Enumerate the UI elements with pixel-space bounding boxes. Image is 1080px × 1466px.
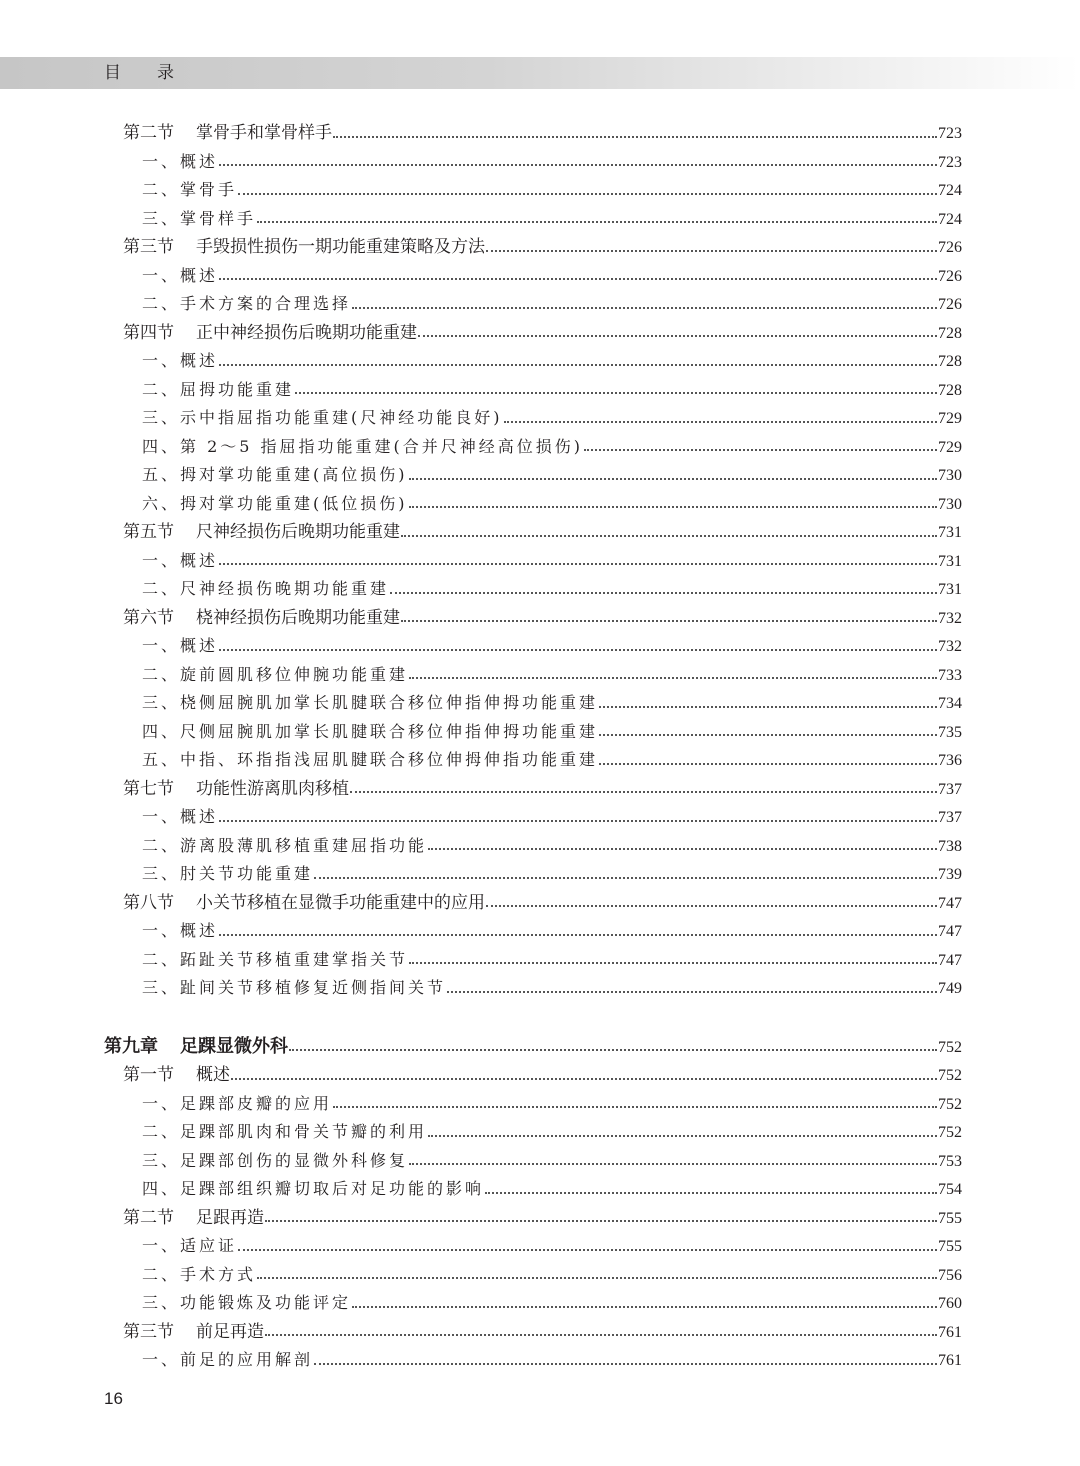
toc-page-number: 731: [938, 581, 962, 598]
toc-section-row[interactable]: [123, 889, 962, 917]
toc-entry-title: [123, 1318, 264, 1346]
toc-entry-title: [104, 1033, 288, 1061]
toc-entry-text: 三、肘关节功能重建: [142, 864, 314, 883]
toc-entry-text: 足跟再造: [196, 1207, 264, 1228]
toc-page-number: 726: [938, 239, 962, 256]
dot-leader: [289, 1048, 937, 1051]
toc-entry-title: [142, 461, 408, 489]
toc-entry-title: [142, 1175, 484, 1203]
page-number: 16: [104, 1389, 123, 1408]
dot-leader: [265, 1219, 937, 1222]
dot-leader: [390, 591, 937, 594]
toc-page-number: 752: [938, 1124, 962, 1141]
toc-page-number: 749: [938, 980, 962, 997]
dot-leader: [333, 135, 937, 138]
dot-leader: [418, 334, 937, 337]
toc-entry-title: [123, 889, 485, 917]
toc-item-row[interactable]: [142, 1090, 962, 1118]
toc-entry-text: 三、趾间关节移植修复近侧指间关节: [142, 978, 447, 997]
toc-item-row[interactable]: [142, 461, 962, 489]
toc-entry-title: [142, 1346, 313, 1374]
toc-entry-label: 第五节: [123, 522, 174, 542]
toc-item-row[interactable]: [142, 1175, 962, 1203]
toc-section-row[interactable]: [123, 518, 962, 546]
toc-item-row[interactable]: [142, 148, 962, 176]
toc-item-row[interactable]: [142, 376, 962, 404]
toc-page-number: 730: [938, 467, 962, 484]
toc-entry-text: 二、手术方式: [142, 1264, 257, 1284]
dot-leader: [231, 1077, 937, 1080]
toc-entry-text: 二、手术方案的合理选择: [142, 294, 352, 313]
toc-entry-title: [142, 347, 218, 375]
toc-entry-title: [142, 575, 389, 603]
toc-page-number: 724: [938, 182, 962, 199]
toc-page-number: 753: [938, 1152, 962, 1170]
toc-page-number: 732: [938, 609, 962, 627]
toc-item-row[interactable]: [142, 262, 962, 290]
toc-entry-title: [142, 632, 218, 660]
toc-entry-label: 第九章: [104, 1035, 158, 1057]
toc-entry-title: [123, 319, 417, 347]
toc-entry-title: [142, 176, 237, 204]
toc-entry-text: 三、足踝部创伤的显微外科修复: [142, 1150, 409, 1170]
dot-leader: [401, 534, 937, 537]
toc-entry-text: 一、前足的应用解剖: [142, 1350, 314, 1369]
toc-entry-title: [142, 1118, 427, 1146]
dot-leader: [401, 619, 937, 622]
toc-entry-title: [123, 1204, 264, 1232]
dot-leader: [486, 249, 937, 252]
toc-page-number: 737: [938, 809, 962, 826]
toc-section-row[interactable]: [123, 1318, 962, 1346]
toc-entry-title: [142, 946, 408, 974]
toc-item-row[interactable]: [142, 1147, 962, 1175]
toc-entry-title: [142, 746, 598, 774]
toc-entry-label: 第一节: [123, 1065, 174, 1085]
toc-entry-text: 一、概述: [142, 921, 219, 940]
dot-leader: [257, 1276, 937, 1279]
toc-page-number: 747: [938, 894, 962, 912]
toc-entry-title: [123, 775, 349, 803]
toc-section-row[interactable]: [123, 604, 962, 632]
toc-page-number: 739: [938, 866, 962, 883]
toc-item-row[interactable]: [142, 832, 962, 860]
toc-page-number: 730: [938, 495, 962, 513]
toc-section-row[interactable]: [123, 1204, 962, 1232]
toc-page-number: 729: [938, 410, 962, 427]
toc-entry-title: [142, 547, 218, 575]
toc-entry-text: 一、概述: [142, 550, 219, 570]
dot-leader: [485, 1191, 937, 1194]
toc-item-row[interactable]: [142, 1346, 962, 1374]
toc-entry-title: [142, 1289, 351, 1317]
toc-page-number: 738: [938, 837, 962, 855]
toc-item-row[interactable]: [142, 1261, 962, 1289]
toc-entry-text: 三、掌骨样手: [142, 208, 257, 228]
dot-leader: [219, 277, 937, 280]
toc-entry-label: 第八节: [123, 892, 174, 913]
toc-entry-text: 二、游离股薄肌移植重建屈指功能: [142, 835, 428, 855]
toc-entry-text: 三、示中指屈指功能重建(尺神经功能良好): [142, 408, 503, 427]
toc-entry-title: [142, 832, 427, 860]
toc-entry-title: [142, 718, 598, 746]
toc-page-number: 734: [938, 695, 962, 712]
toc-page-number: 726: [938, 267, 962, 285]
toc-section-row[interactable]: [123, 1061, 962, 1089]
toc-page-number: 756: [938, 1266, 962, 1284]
toc-entry-text: 尺神经损伤后晚期功能重建: [196, 522, 400, 542]
toc-item-row[interactable]: [142, 946, 962, 974]
dot-leader: [599, 733, 937, 736]
dot-leader: [295, 391, 937, 394]
dot-leader: [219, 163, 937, 166]
toc-entry-text: 二、掌骨手: [142, 180, 238, 199]
toc-entry-text: 二、尺神经损伤晚期功能重建: [142, 579, 390, 598]
dot-leader: [428, 847, 937, 850]
toc-item-row[interactable]: [142, 860, 962, 888]
toc-page-number: 747: [938, 923, 962, 940]
toc-page-number: 729: [938, 438, 962, 456]
toc-page-number: 752: [938, 1095, 962, 1113]
toc-page-number: 733: [938, 666, 962, 684]
toc-item-row[interactable]: [142, 347, 962, 375]
toc-entry-label: 第三节: [123, 237, 174, 257]
dot-leader: [238, 192, 937, 195]
toc-entry-title: [142, 262, 218, 290]
toc-page-number: 728: [938, 324, 962, 342]
toc-item-row[interactable]: [142, 974, 962, 1002]
dot-leader: [333, 1105, 937, 1108]
dot-leader: [504, 420, 938, 423]
toc-entry-label: 第七节: [123, 778, 174, 799]
toc-entry-text: 一、概述: [142, 265, 219, 285]
toc-page-number: 755: [938, 1238, 962, 1255]
toc-item-row[interactable]: [142, 1232, 962, 1260]
toc-entry-title: [142, 689, 598, 717]
toc-entry-title: [142, 803, 218, 831]
toc-entry-text: 三、桡侧屈腕肌加掌长肌腱联合移位伸指伸拇功能重建: [142, 693, 599, 712]
toc-item-row[interactable]: [142, 433, 962, 461]
toc-item-row[interactable]: [142, 290, 962, 318]
toc-entry-text: 五、中指、环指指浅屈肌腱联合移位伸拇伸指功能重建: [142, 750, 599, 769]
toc-entry-text: 一、足踝部皮瓣的应用: [142, 1093, 333, 1113]
toc-entry-text: 一、适应证: [142, 1236, 238, 1255]
dot-leader: [257, 220, 937, 223]
toc-entry-title: [142, 490, 408, 518]
toc-item-row[interactable]: [142, 746, 962, 774]
toc-page-number: 737: [938, 780, 962, 798]
toc-page-number: 724: [938, 210, 962, 228]
dot-leader: [350, 790, 937, 793]
toc-entry-text: 五、拇对掌功能重建(高位损伤): [142, 465, 408, 484]
toc-entry-title: [142, 1261, 256, 1289]
dot-leader: [599, 762, 937, 765]
toc-page-number: 726: [938, 296, 962, 313]
toc-entry-title: [142, 433, 583, 461]
toc-entry-label: 第三节: [123, 1321, 174, 1342]
toc-item-row[interactable]: [142, 176, 962, 204]
toc-entry-text: 四、足踝部组织瓣切取后对足功能的影响: [142, 1179, 485, 1198]
toc-entry-text: 正中神经损伤后晚期功能重建: [196, 322, 417, 343]
toc-entry-label: 第二节: [123, 123, 174, 143]
dot-leader: [219, 933, 937, 936]
toc-page-number: 728: [938, 353, 962, 370]
toc-page-number: 723: [938, 153, 962, 171]
toc-entry-label: 第六节: [123, 607, 174, 628]
toc-item-row[interactable]: [142, 1118, 962, 1146]
toc-entry-title: [123, 604, 400, 632]
page-header-title: 目录: [104, 63, 210, 83]
toc-entry-title: [123, 119, 332, 147]
toc-entry-text: 二、足踝部肌肉和骨关节瓣的利用: [142, 1122, 428, 1141]
toc-entry-text: 六、拇对掌功能重建(低位损伤): [142, 493, 408, 513]
toc-entry-text: 二、旋前圆肌移位伸腕功能重建: [142, 664, 409, 684]
toc-entry-title: [142, 290, 351, 318]
toc-entry-text: 前足再造: [196, 1321, 264, 1342]
toc-entry-text: 一、概述: [142, 151, 219, 171]
toc-page-number: 736: [938, 752, 962, 769]
toc-page-number: 732: [938, 638, 962, 655]
toc-entry-text: 小关节移植在显微手功能重建中的应用: [196, 892, 485, 913]
dot-leader: [219, 648, 937, 651]
toc-entry-title: [142, 974, 446, 1002]
toc-item-row[interactable]: [142, 1289, 962, 1317]
toc-entry-title: [142, 376, 294, 404]
toc-entry-text: 概述: [196, 1065, 230, 1085]
toc-entry-title: [142, 860, 313, 888]
toc-entry-title: [142, 917, 218, 945]
dot-leader: [409, 477, 938, 480]
toc-entry-title: [123, 1061, 230, 1089]
dot-leader: [447, 990, 937, 993]
toc-item-row[interactable]: [142, 718, 962, 746]
toc-item-row[interactable]: [142, 917, 962, 945]
toc-entry-title: [142, 404, 503, 432]
toc-entry-text: 四、尺侧屈腕肌加掌长肌腱联合移位伸指伸拇功能重建: [142, 721, 599, 741]
toc-entry-label: 第二节: [123, 1207, 174, 1228]
toc-entry-text: 桡神经损伤后晚期功能重建: [196, 607, 400, 628]
toc-page-number: 760: [938, 1295, 962, 1312]
toc-page-number: 761: [938, 1323, 962, 1341]
toc-entry-text: 二、跖趾关节移植重建掌指关节: [142, 949, 409, 969]
dot-leader: [265, 1333, 937, 1336]
dot-leader: [314, 876, 937, 879]
dot-leader: [409, 505, 938, 508]
dot-leader: [409, 676, 937, 679]
toc-page-number: 755: [938, 1209, 962, 1227]
toc-entry-text: 三、功能锻炼及功能评定: [142, 1293, 352, 1312]
toc-entry-title: [142, 1147, 408, 1175]
dot-leader: [219, 819, 937, 822]
dot-leader: [409, 1162, 937, 1165]
toc-entry-title: [123, 233, 485, 261]
toc-chapter-row[interactable]: [104, 1033, 962, 1061]
toc-page-number: 735: [938, 723, 962, 741]
toc-entry-title: [123, 518, 400, 546]
dot-leader: [584, 448, 937, 451]
toc-entry-label: 第四节: [123, 322, 174, 343]
toc-item-row[interactable]: [142, 689, 962, 717]
toc-section-row[interactable]: [123, 233, 962, 261]
dot-leader: [409, 961, 937, 964]
toc-entry-text: 一、概述: [142, 351, 219, 370]
toc-page-number: 731: [938, 524, 962, 541]
toc-item-row[interactable]: [142, 575, 962, 603]
toc-entry-title: [142, 1232, 237, 1260]
dot-leader: [352, 306, 937, 309]
toc-item-row[interactable]: [142, 547, 962, 575]
toc-entry-text: 足踝显微外科: [180, 1035, 288, 1057]
toc-entry-text: 掌骨手和掌骨样手: [196, 123, 332, 143]
toc-page-number: 723: [938, 125, 962, 142]
toc-entry-title: [142, 1090, 332, 1118]
dot-leader: [486, 904, 937, 907]
toc-page-number: 752: [938, 1067, 962, 1084]
toc-entry-text: 功能性游离肌肉移植: [196, 778, 349, 799]
dot-leader: [352, 1305, 937, 1308]
toc-page-number: 728: [938, 381, 962, 399]
dot-leader: [428, 1134, 937, 1137]
toc-section-row[interactable]: [123, 119, 962, 147]
dot-leader: [238, 1248, 937, 1251]
dot-leader: [314, 1362, 937, 1365]
toc-item-row[interactable]: [142, 205, 962, 233]
toc-page-number: 754: [938, 1181, 962, 1198]
toc-entry-text: 一、概述: [142, 807, 219, 826]
toc-entry-title: [142, 148, 218, 176]
dot-leader: [219, 363, 937, 366]
toc-entry-text: 二、屈拇功能重建: [142, 379, 295, 399]
toc-item-row[interactable]: [142, 803, 962, 831]
toc-item-row[interactable]: [142, 661, 962, 689]
toc-page-number: 731: [938, 552, 962, 570]
toc-page-number: 761: [938, 1352, 962, 1369]
dot-leader: [219, 562, 937, 565]
toc-entry-title: [142, 205, 256, 233]
toc-entry-text: 四、第 2～5 指屈指功能重建(合并尺神经高位损伤): [142, 436, 584, 456]
toc-section-row[interactable]: [123, 775, 962, 803]
toc-page-number: 747: [938, 951, 962, 969]
toc-item-row[interactable]: [142, 490, 962, 518]
toc-entry-text: 一、概述: [142, 636, 219, 655]
toc-item-row[interactable]: [142, 404, 962, 432]
toc-item-row[interactable]: [142, 632, 962, 660]
toc-section-row[interactable]: [123, 319, 962, 347]
toc-page-number: 752: [938, 1038, 962, 1056]
dot-leader: [599, 705, 937, 708]
toc-entry-title: [142, 661, 408, 689]
toc-entry-text: 手毁损性损伤一期功能重建策略及方法: [196, 237, 485, 257]
